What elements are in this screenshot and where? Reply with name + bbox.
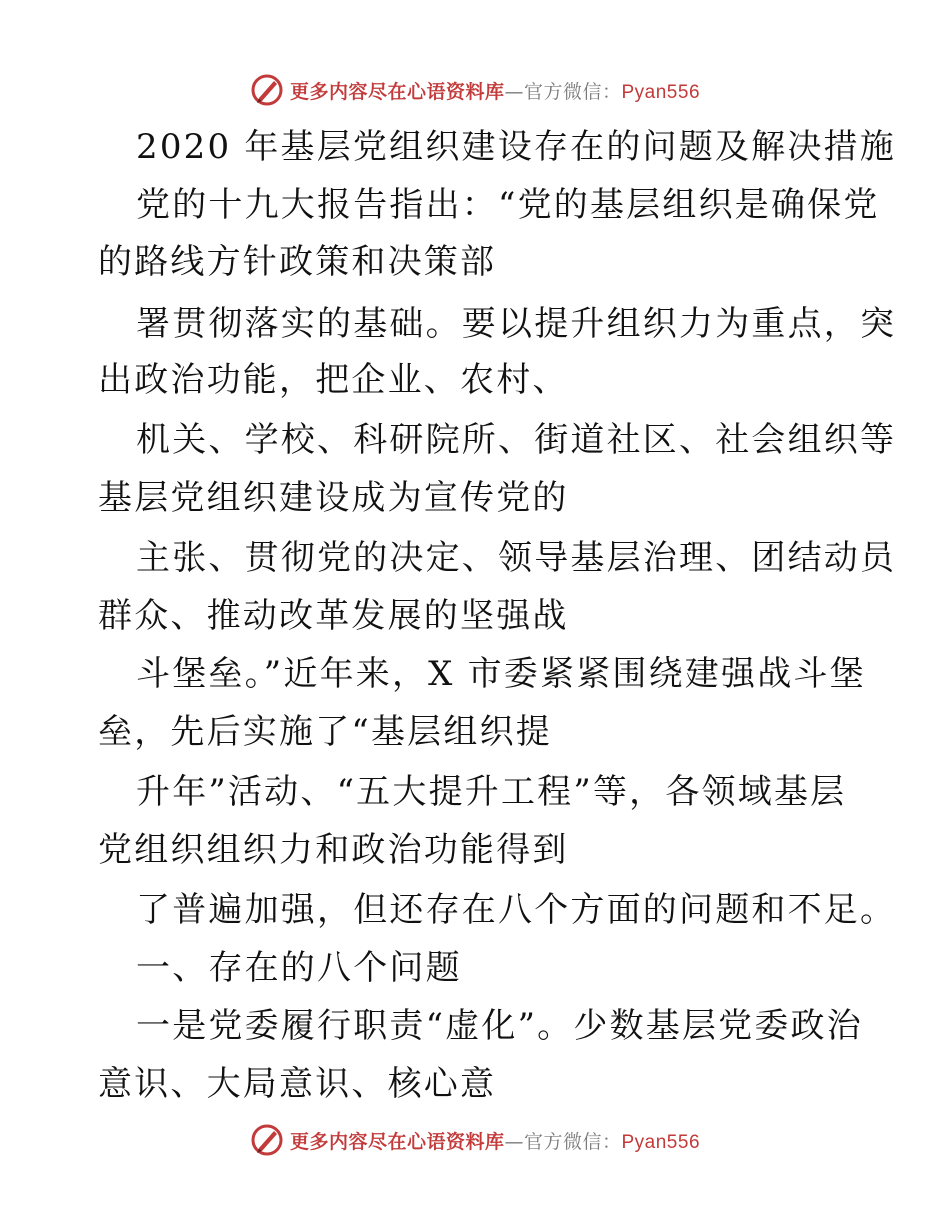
paragraph-line: 党组织组织力和政治功能得到 [98, 830, 569, 870]
watermark-text: 更多内容尽在心语资料库—官方微信：Pyan556 [289, 80, 701, 103]
paragraph-line: 署贯彻落实的基础。要以提升组织力为重点，突 [136, 304, 897, 344]
section-heading: 一、存在的八个问题 [136, 948, 462, 988]
watermark-text: 更多内容尽在心语资料库—官方微信：Pyan556 [289, 1130, 701, 1153]
paragraph-line: 机关、学校、科研院所、街道社区、社会组织等 [136, 420, 897, 460]
paragraph-line: 斗堡垒。”近年来，X 市委紧紧围绕建强战斗堡 [136, 654, 866, 694]
paragraph-line: 意识、大局意识、核心意 [98, 1064, 497, 1104]
paragraph-line: 的路线方针政策和决策部 [98, 242, 497, 282]
document-title: 2020 年基层党组织建设存在的问题及解决措施 [136, 127, 896, 167]
paragraph-line: 升年”活动、“五大提升工程”等，各领域基层 [136, 772, 847, 812]
footer-watermark [0, 1120, 950, 1160]
paragraph-line: 了普遍加强，但还存在八个方面的问题和不足。 [136, 890, 897, 930]
paragraph-line: 垒，先后实施了“基层组织提 [98, 712, 552, 752]
paragraph-line: 群众、推动改革发展的坚强战 [98, 596, 569, 636]
paragraph-line: 党的十九大报告指出：“党的基层组织是确保党 [136, 185, 880, 225]
paragraph-line: 一是党委履行职责“虚化”。少数基层党委政治 [136, 1006, 863, 1046]
paragraph-line: 基层党组织建设成为宣传党的 [98, 478, 569, 518]
paragraph-line: 出政治功能，把企业、农村、 [98, 360, 569, 400]
pen-logo-icon [250, 1123, 284, 1157]
paragraph-line: 主张、贯彻党的决定、领导基层治理、团结动员 [136, 538, 897, 578]
